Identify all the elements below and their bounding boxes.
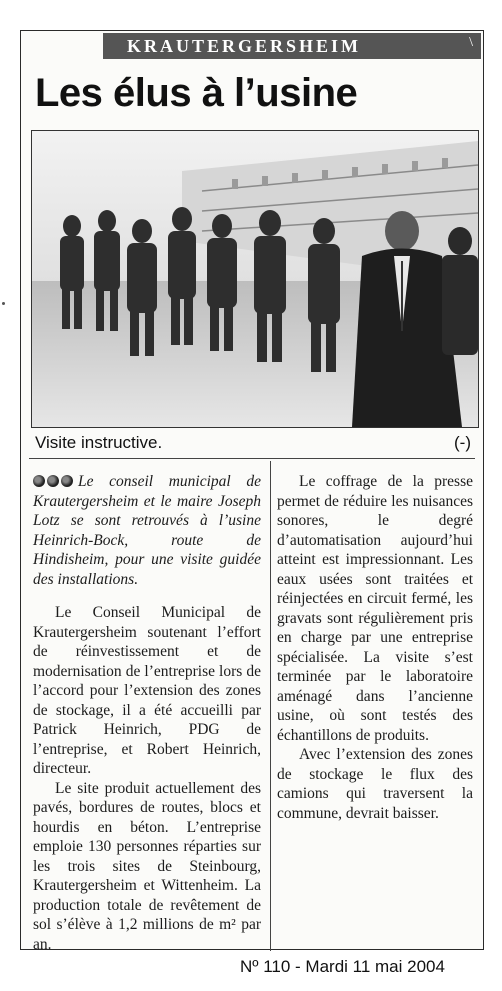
body-paragraph-1: Le Conseil Municipal de Krautergersheim soutenant l’effort de réinvestissement et de modernisation de l’entreprise lors de l’accord pour l’extension des zones de stockage, il a été accueilli par Patrick Heinrich, PDG de l’entreprise, et Robert Heinrich, directeur.: [33, 604, 261, 777]
section-name: KRAUTERGERSHEIM: [127, 36, 362, 56]
caption-rule: [29, 458, 475, 459]
column-divider: [270, 461, 271, 951]
article-photo: [31, 130, 479, 428]
body-paragraph-4: Avec l’extension des zones de stockage le flux des camions qui traversent la commune, devrait baisser.: [277, 746, 473, 822]
section-bar: [103, 33, 481, 59]
issue-footer: Nº 110 - Mardi 11 mai 2004: [240, 957, 445, 976]
newspaper-clipping: [20, 30, 484, 953]
bullet-dots-icon: [33, 472, 75, 492]
group-walking-photo: [32, 131, 478, 427]
column-right: [277, 472, 473, 823]
photo-credit: (-): [454, 433, 471, 452]
photo-caption: Visite instructive.: [35, 433, 163, 452]
lede-paragraph: [33, 472, 261, 589]
paper-speck: [2, 302, 5, 305]
headline: Les élus à l’usine: [35, 71, 358, 115]
lede-text: Le conseil municipal de Krautergersheim et le maire Joseph Lotz se sont retrouvés à l’usine Heinrich-Bock, route de Hindisheim, pour une visite guidée des installations.: [33, 473, 261, 588]
bar-end-icon: \: [469, 35, 473, 50]
body-paragraph-2: Le site produit actuellement des pavés, bordures de routes, blocs et hourdis en béton. L’entreprise emploie 130 personnes réparties sur les trois sites de Steinbourg, Krautergersheim et Wittenheim. La production totale de revêtement de sol s’élève à 1,2 millions de m² par an.: [33, 779, 261, 953]
body-paragraph-3: Le coffrage de la presse permet de réduire les nuisances sonores, le degré d’automatisation aujourd’hui atteint est impressionnant. Les eaux usées sont traitées et réinjectées en circuit fermé, les gravats sont régulièrement pris en charge par une entreprise spécialisée. La visite s’est terminée par le laboratoire aménagé dans l’ancienne usine, où sont testés des échantillons de produits.: [277, 473, 473, 744]
column-left: [33, 472, 261, 954]
